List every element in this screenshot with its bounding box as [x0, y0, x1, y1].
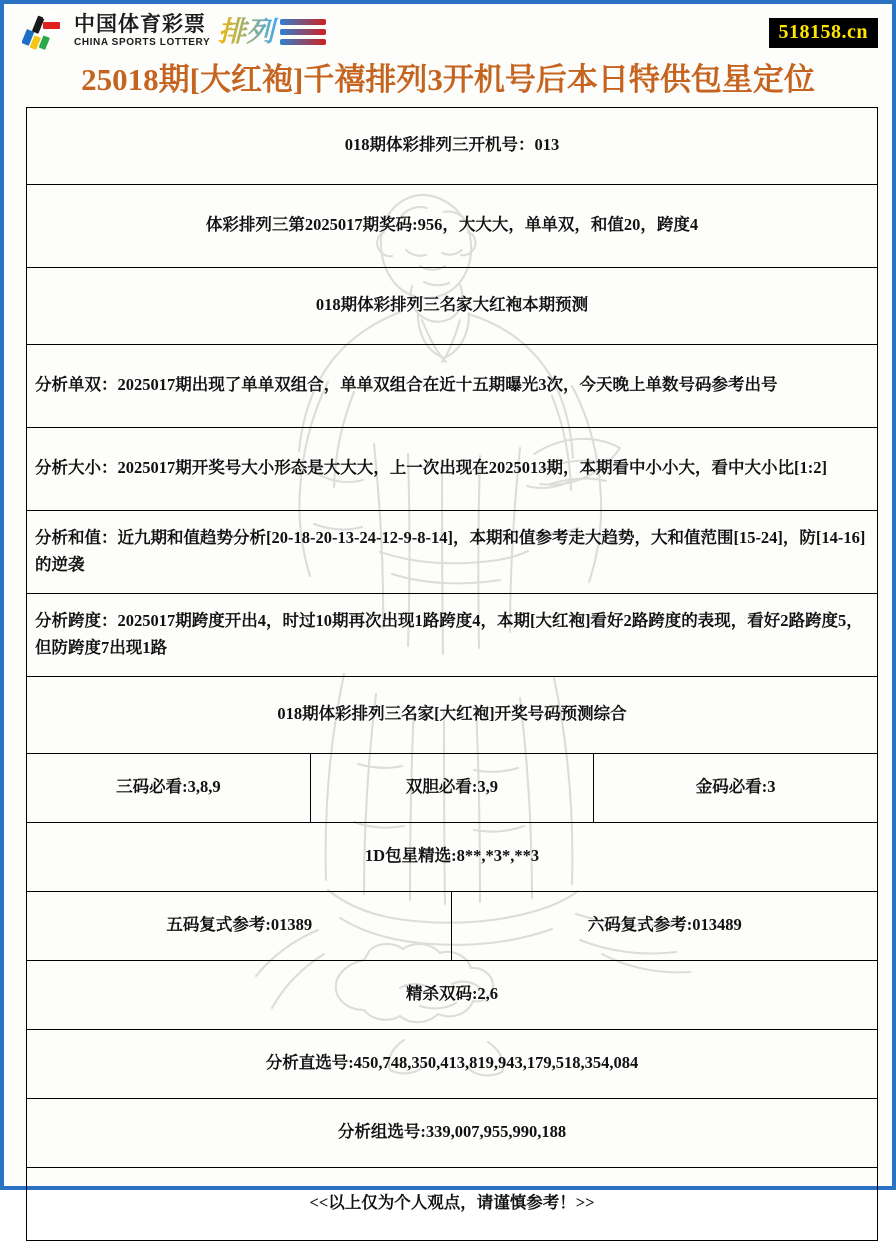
table-row	[27, 593, 878, 676]
row-forecast-header: 018期体彩排列三名家大红袍本期预测	[27, 267, 878, 344]
cell-five-code-reference: 五码复式参考:01389	[27, 891, 452, 960]
table-row	[27, 267, 878, 344]
row-last-result: 体彩排列三第2025017期奖码:956，大大大，单单双，和值20，跨度4	[27, 184, 878, 267]
row-group-selection-numbers: 分析组选号:339,007,955,990,188	[27, 1098, 878, 1167]
logo-english-name: CHINA SPORTS LOTTERY	[74, 37, 211, 48]
cell-double-dan: 双胆必看:3,9	[310, 753, 594, 822]
prediction-table	[26, 107, 878, 1241]
site-url-badge[interactable]: 518158.cn	[769, 18, 879, 48]
row-analysis-sum: 分析和值：近九期和值趋势分析[20-18-20-13-24-12-9-8-14]，本期和值参考走大趋势，大和值范围[15-24]，防[14-16]的逆袭	[27, 510, 878, 593]
row-disclaimer: <<以上仅为个人观点，请谨慎参考！>>	[27, 1167, 878, 1240]
table-row	[27, 427, 878, 510]
lottery-logo[interactable]	[22, 10, 330, 52]
table-row	[27, 184, 878, 267]
table-row	[27, 1098, 878, 1167]
row-summary-header: 018期体彩排列三名家[大红袍]开奖号码预测综合	[27, 676, 878, 753]
row-analysis-size: 分析大小：2025017期开奖号大小形态是大大大，上一次出现在2025013期，本期看中小小大，看中大小比[1:2]	[27, 427, 878, 510]
page-title: 25018期[大红袍]千禧排列3开机号后本日特供包星定位	[81, 62, 815, 97]
row-analysis-odd-even: 分析单双：2025017期出现了单单双组合，单单双组合在近十五期曝光3次，今天晚上单数号码参考出号	[27, 344, 878, 427]
prediction-table-wrap	[4, 107, 892, 1241]
logo-text-block	[74, 14, 210, 48]
table-row	[27, 1167, 878, 1240]
cell-six-code-reference: 六码复式参考:013489	[452, 891, 878, 960]
table-row	[27, 822, 878, 891]
svg-text:排列: 排列	[218, 16, 275, 47]
row-bao-xing-selection: 1D包星精选:8**,*3*,**3	[27, 822, 878, 891]
table-row	[27, 676, 878, 753]
row-direct-selection-numbers: 分析直选号:450,748,350,413,819,943,179,518,354,084	[27, 1029, 878, 1098]
table-row	[27, 510, 878, 593]
cell-three-codes: 三码必看:3,8,9	[27, 753, 311, 822]
series-logo-pailie-san	[218, 11, 330, 51]
row-kill-double-code: 精杀双码:2,6	[27, 960, 878, 1029]
table-row	[27, 1029, 878, 1098]
site-header	[4, 4, 892, 62]
table-row	[27, 960, 878, 1029]
table-row	[27, 891, 878, 960]
cell-gold-code: 金码必看:3	[594, 753, 878, 822]
table-row	[27, 344, 878, 427]
table-row	[27, 753, 878, 822]
row-analysis-span: 分析跨度：2025017期跨度开出4，时过10期再次出现1路跨度4，本期[大红袍]看好2路跨度的表现，看好2路跨度5，但防跨度7出现1路	[27, 593, 878, 676]
logo-chinese-name: 中国体育彩票	[74, 13, 206, 36]
row-open-machine-number: 018期体彩排列三开机号：013	[27, 107, 878, 184]
sports-lottery-emblem-icon	[22, 10, 68, 52]
table-row	[27, 107, 878, 184]
